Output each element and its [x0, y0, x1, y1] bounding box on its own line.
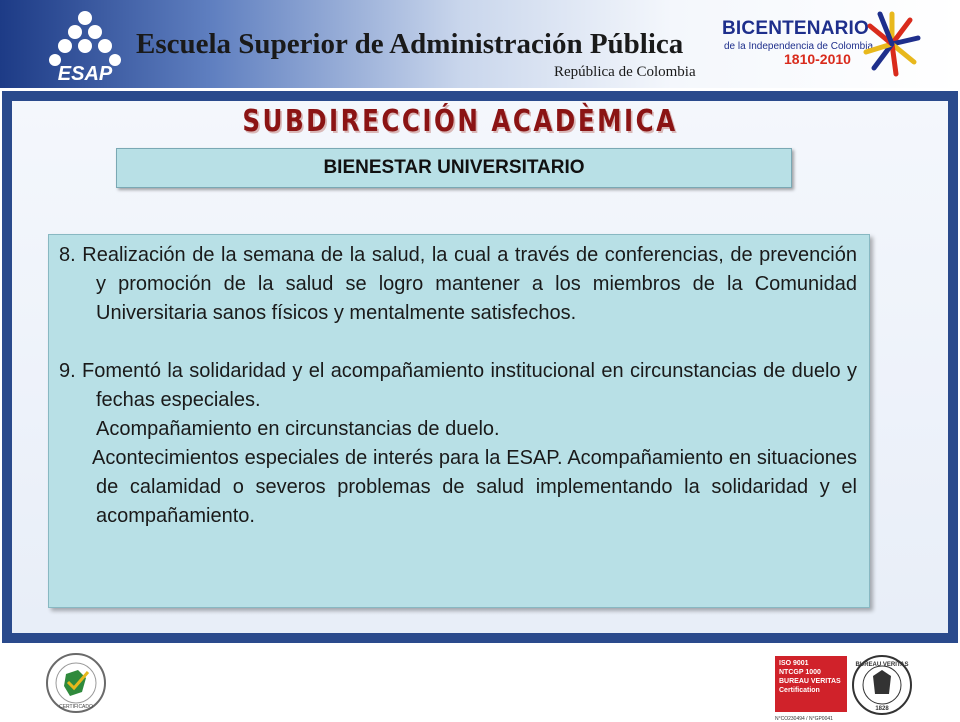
- bureau-veritas-seal-icon: [849, 654, 915, 716]
- list-item-8: 8. Realización de la semana de la salud, la cual a través de conferencias, de prevención y promoción de la salud se logro mantener a los miembros de la Comunidad Universitaria sanos físicos y mentalmente satisfechos.: [59, 244, 857, 324]
- bicentenario-title: BICENTENARIO: [722, 18, 870, 39]
- slide-subtitle: BIENESTAR UNIVERSITARIO: [323, 157, 585, 178]
- subtitle-box: [116, 148, 792, 188]
- seal-year: 1828: [875, 706, 889, 712]
- bicentenario-subtitle: de la Independencia de Colombia: [724, 41, 873, 52]
- duelo-line: Acompañamiento en circunstancias de duelo.: [96, 418, 500, 440]
- quality-certification-seal-icon: [38, 652, 114, 714]
- cert-code: N°CO230494 / N°GP0041: [775, 716, 833, 722]
- paragraph-spacer: [59, 328, 857, 357]
- cert-line: NTCGP 1000: [779, 669, 821, 676]
- header-band: [0, 0, 960, 88]
- school-name: Escuela Superior de Administración Pública: [136, 28, 684, 60]
- cert-line: Certification: [779, 687, 820, 694]
- bicentenario-years: 1810-2010: [784, 51, 851, 67]
- logo-text: ESAP: [57, 63, 113, 84]
- esap-logo: [40, 8, 130, 84]
- left-seal-label: CERTIFICADO: [59, 704, 93, 710]
- cert-line: ISO 9001: [779, 660, 809, 667]
- slide-title: SUBDIRECCIÓN ACADÈMICA: [242, 104, 678, 139]
- country-label: República de Colombia: [554, 64, 696, 80]
- list-item-9: 9. Fomentó la solidaridad y el acompañamiento institucional en circunstancias de duelo y fechas especiales.: [59, 360, 857, 411]
- seal-text: BUREAU VERITAS: [855, 662, 909, 668]
- eventos-line: Acontecimientos especiales de interés para la ESAP. Acompañamiento en situaciones de calamidad o severos problemas de salud implementando la solidaridad y el acompañamiento.: [92, 447, 857, 527]
- bureau-veritas-certification: [775, 654, 919, 722]
- cert-line: BUREAU VERITAS: [779, 678, 841, 685]
- bicentenario-emblem-icon: [862, 8, 922, 80]
- content-box: [48, 234, 870, 608]
- bicentenario-logo: [722, 18, 873, 78]
- certification-box: [775, 656, 847, 712]
